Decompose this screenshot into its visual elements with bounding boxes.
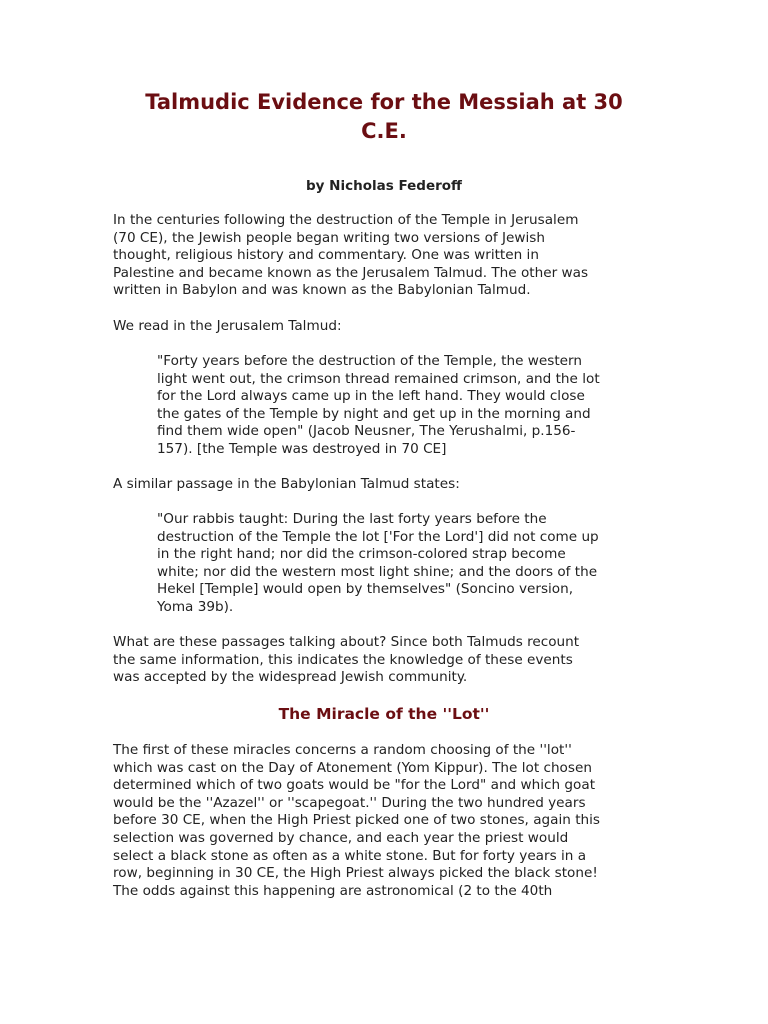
text-line: What are these passages talking about? Since both Talmuds recount (113, 634, 580, 650)
text-line: in the right hand; nor did the crimson-colored strap become (157, 546, 566, 563)
text-line: selection was governed by chance, and each year the priest would (113, 829, 569, 846)
text-line: light went out, the crimson thread remained crimson, and the lot (157, 370, 600, 387)
text-line: thought, religious history and commentary. One was written in (113, 247, 539, 264)
text-line: written in Babylon and was known as the Babylonian Talmud. (113, 282, 531, 299)
text-line: "Forty years before the destruction of the Temple, the western (157, 353, 582, 369)
text-line: find them wide open" (Jacob Neusner, The Yerushalmi, p.156- (157, 423, 576, 440)
intro-paragraph (113, 212, 659, 300)
text-line: destruction of the Temple the lot ['For the Lord'] did not come up (157, 528, 599, 545)
author-byline: by Nicholas Federoff (306, 178, 462, 194)
text-line: 157). [the Temple was destroyed in 70 CE] (157, 440, 447, 457)
text-line: In the centuries following the destruction of the Temple in Jerusalem (113, 212, 579, 228)
text-line: would be the ''Azazel'' or ''scapegoat.'' During the two hundred years (113, 794, 586, 811)
analysis-paragraph (113, 634, 659, 687)
text-line: which was cast on the Day of Atonement (Yom Kippur). The lot chosen (113, 759, 592, 776)
text-line: Palestine and became known as the Jerusalem Talmud. The other was (113, 264, 589, 281)
text-line: the gates of the Temple by night and get up in the morning and (157, 405, 591, 422)
jerusalem-talmud-quote (157, 353, 657, 459)
section-heading: The Miracle of the ''Lot'' (278, 705, 490, 723)
lot-miracle-paragraph (113, 742, 659, 900)
text-line: select a black stone as often as a white stone. But for forty years in a (113, 847, 587, 864)
document-title (100, 88, 668, 146)
title-line: C.E. (361, 119, 407, 143)
text-line: was accepted by the widespread Jewish community. (113, 669, 468, 686)
text-line: The odds against this happening are astronomical (2 to the 40th (113, 882, 553, 899)
text-line: for the Lord always came up in the left hand. They would close (157, 388, 585, 405)
text-line: before 30 CE, when the High Priest picked one of two stones, again this (113, 812, 601, 829)
text-line: (70 CE), the Jewish people began writing two versions of Jewish (113, 229, 545, 246)
text-line: white; nor did the western most light shine; and the doors of the (157, 563, 598, 580)
text-line: "Our rabbis taught: During the last forty years before the (157, 511, 547, 527)
babylonian-talmud-quote (157, 511, 657, 617)
jerusalem-intro-paragraph: We read in the Jerusalem Talmud: (113, 318, 342, 334)
text-line: Hekel [Temple] would open by themselves" (Soncino version, (157, 581, 574, 598)
text-line: row, beginning in 30 CE, the High Priest always picked the black stone! (113, 865, 598, 882)
text-line: Yoma 39b). (157, 598, 234, 615)
babylonian-intro-paragraph: A similar passage in the Babylonian Talmud states: (113, 476, 460, 492)
title-line: Talmudic Evidence for the Messiah at 30 (145, 90, 623, 114)
text-line: determined which of two goats would be "for the Lord" and which goat (113, 777, 596, 794)
text-line: the same information, this indicates the knowledge of these events (113, 651, 573, 668)
text-line: The first of these miracles concerns a random choosing of the ''lot'' (113, 742, 572, 758)
